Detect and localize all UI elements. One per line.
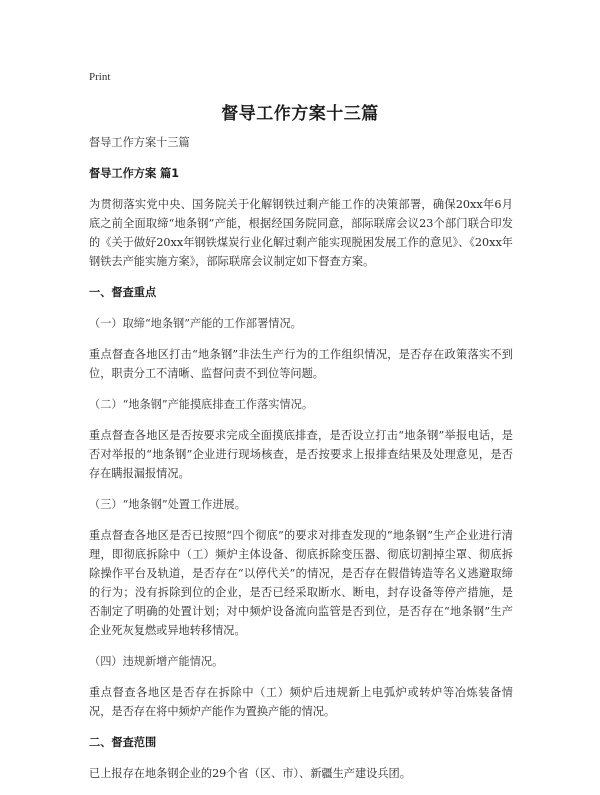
paragraph-3: 重点督查各地区是否已按照“四个彻底”的要求对排查发现的“地条钢”生产企业进行清理，即彻底拆除中（工）频炉主体设备、彻底拆除变压器、彻底切割掉尘罩、彻底拆除操作平台及轨道，是否存在“以停代关”的情况，是否存在假借铸造等名义逃避取缔的行为；没有拆除到位的企业，是否已经采取断水、断电，封存设备等停产措施，是否制定了明确的处置计划；对中频炉设备流向监管是否到位，是否存在“地条钢”生产企业死灰复燃或异地转移情况。 [89, 529, 513, 637]
paragraph-4: 重点督查各地区是否存在拆除中（工）频炉后违规新上电弧炉或转炉等冶炼装备情况，是否存在将中频炉产能作为置换产能的情况。 [89, 686, 513, 718]
article-heading: 督导工作方案 篇1 [89, 167, 179, 180]
subsection-heading-2: （二）“地条钢”产能摸底排查工作落实情况。 [89, 398, 314, 411]
document-body [89, 133, 513, 795]
paragraph-2: 重点督查各地区是否按要求完成全面摸底排查，是否设立打击“地条钢”举报电话，是否对举报的“地条钢”企业进行现场核查，是否按要求上报排查结果及处理意见，是否存在瞒报漏报情况。 [89, 429, 513, 480]
subsection-heading-3: （三）“地条钢”处置工作进展。 [89, 498, 246, 511]
print-link[interactable]: Print [89, 71, 111, 83]
subsection-heading-1: （一）取缔“地条钢”产能的工作部署情况。 [89, 317, 302, 330]
section-heading-focus: 一、督查重点 [89, 286, 157, 299]
paragraph-1: 重点督查各地区打击“地条钢”非法生产行为的工作组织情况，是否存在政策落实不到位，职责分工不清晰、监督问责不到位等问题。 [89, 348, 513, 380]
paragraph-5: 已上报存在地条钢企业的29个省（区、市）、新疆生产建设兵团。 [89, 767, 411, 780]
document-subtitle: 督导工作方案十三篇 [89, 136, 190, 149]
section-heading-scope: 二、督查范围 [89, 736, 157, 749]
subsection-heading-4: （四）违规新增产能情况。 [89, 655, 224, 668]
page-title: 督导工作方案十三篇 [221, 104, 379, 124]
intro-paragraph: 为贯彻落实党中央、国务院关于化解钢铁过剩产能工作的决策部署，确保20xx年6月底之前全面取缔“地条钢”产能，根据经国务院同意，部际联席会议23个部门联合印发的《关于做好20xx年钢铁煤炭行业化解过剩产能实现脱困发展工作的意见》、《20xx年钢铁去产能实施方案》，部际联席会议制定如下督查方案。 [89, 198, 513, 268]
